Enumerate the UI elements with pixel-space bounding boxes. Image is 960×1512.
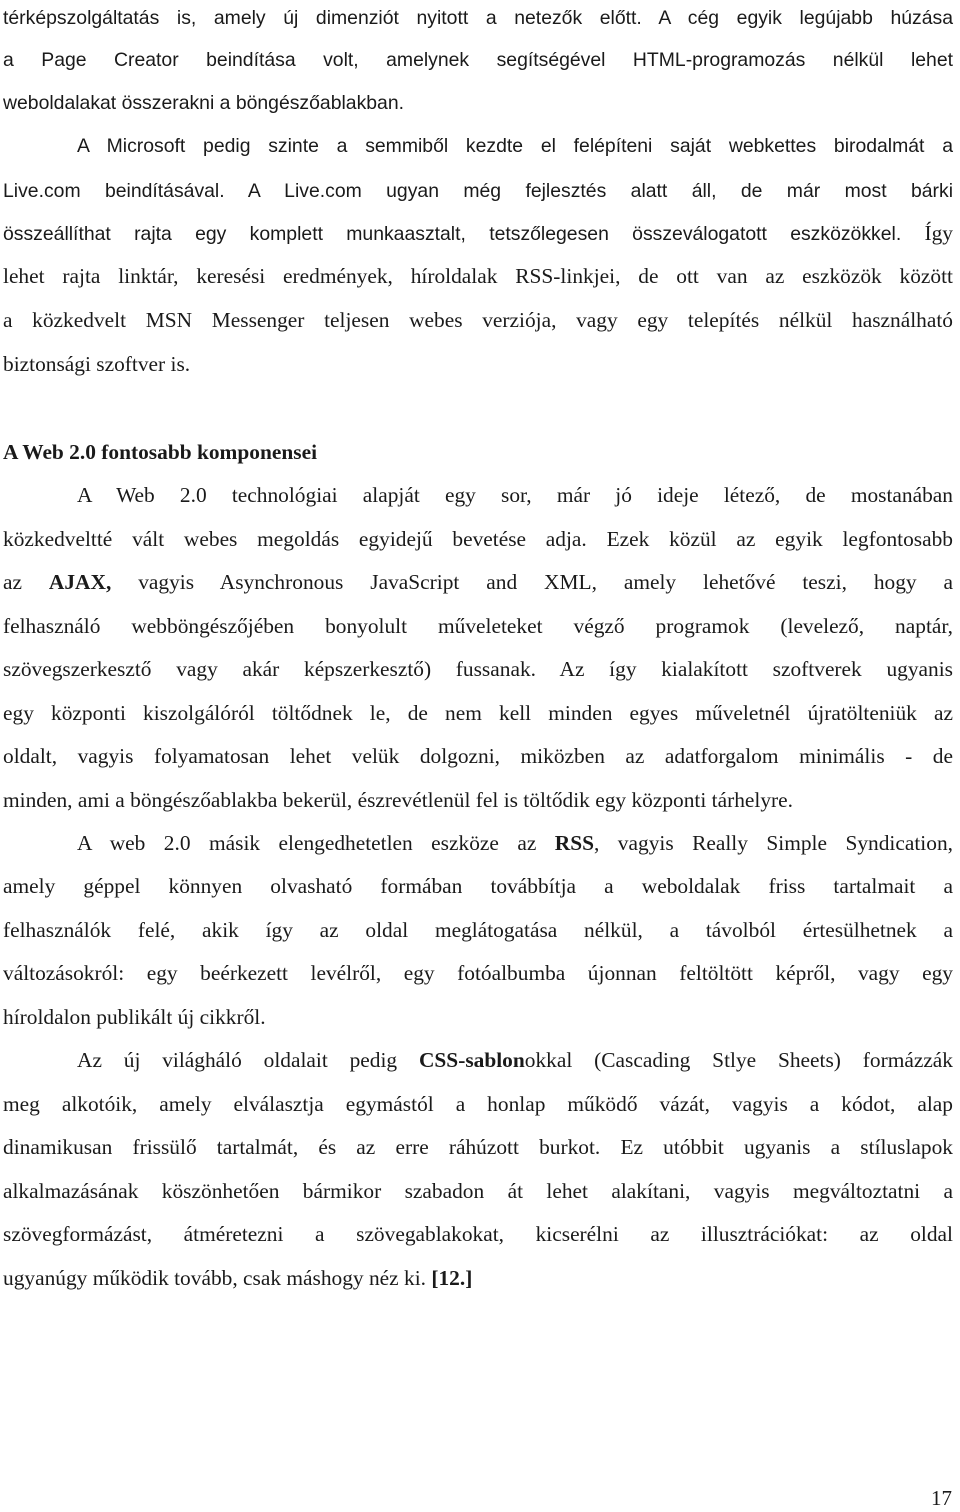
text-span: A web 2.0 másik elengedhetetlen eszköze az xyxy=(77,831,555,855)
paragraph-line xyxy=(3,829,953,857)
text-span: Ez utóbbit ugyanis a stíluslapok xyxy=(600,1135,953,1159)
paragraph-line: egy központi kiszolgálóról töltődnek le, de nem kell minden egyes műveletnél újratölteniük az xyxy=(3,701,953,725)
paragraph-line xyxy=(3,219,953,248)
paragraph-line: amely géppel könnyen olvasható formában továbbítja a weboldalak friss tartalmait a xyxy=(3,874,953,898)
paragraph-line xyxy=(3,525,953,553)
paragraph-line: minden, ami a böngészőablakba bekerül, észrevétlenül fel is töltődik egy központi tárhelyre. xyxy=(3,788,794,812)
paragraph-line: a Page Creator beindítása volt, amelynek segítségével HTML-programozás nélkül lehet xyxy=(3,49,953,71)
paragraph-line: felhasználó webböngészőjében bonyolult műveleteket végző programok (levelező, naptár, xyxy=(3,614,953,638)
paragraph-line: weboldalakat összerakni a böngészőablakban. xyxy=(3,92,405,114)
paragraph-line xyxy=(3,1133,953,1161)
text-span: Így xyxy=(901,221,953,245)
text-span: Az így kialakított szoftverek ugyanis xyxy=(536,657,953,681)
text-span: közkedveltté vált webes megoldás egyidejű bevetése adja. xyxy=(3,527,587,551)
text-span: A cég egyik legújabb húzása xyxy=(641,7,953,29)
text-span: , vagyis Really Simple Syndication, xyxy=(594,831,953,855)
css-term: CSS-sablon xyxy=(418,1048,525,1072)
paragraph-line xyxy=(3,1046,953,1074)
paragraph-line xyxy=(3,176,953,205)
text-span: Live.com beindításával. A Live. xyxy=(3,180,326,202)
paragraph-line: híroldalon publikált új cikkről. xyxy=(3,1005,266,1029)
text-span: ugyanúgy működik tovább, csak máshogy néz ki. xyxy=(3,1266,432,1290)
reference-marker: [12.] xyxy=(431,1266,473,1290)
text-span: dinamikusan frissülő tartalmát, és az erre ráhúzott burkot. xyxy=(3,1135,601,1159)
paragraph-line: szövegformázást, átméretezni a szövegablakokat, kicserélni az illusztrációkat: az oldal xyxy=(3,1222,953,1246)
text-span: com ugyan még fejlesztés alatt áll, de már most bárki xyxy=(325,180,953,202)
text-span: szövegszerkesztő vagy akár képszerkesztő) fussanak. xyxy=(3,657,536,681)
ajax-term: AJAX, xyxy=(48,570,112,594)
paragraph-line: változásokról: egy beérkezett levélről, egy fotóalbumba újonnan feltöltött képről, vagy egy xyxy=(3,961,953,985)
paragraph-line: biztonsági szoftver is. xyxy=(3,352,191,376)
rss-term: RSS xyxy=(554,831,595,855)
paragraph-line xyxy=(3,3,953,32)
paragraph-line xyxy=(3,568,953,596)
paragraph-line xyxy=(3,481,953,509)
section-heading: A Web 2.0 fontosabb komponensei xyxy=(3,440,318,464)
text-span: okkal (Cascading Stlye Sheets) formázzák xyxy=(524,1048,953,1072)
paragraph-line: a közkedvelt MSN Messenger teljesen webes verziója, vagy egy telepítés nélkül használható xyxy=(3,308,953,332)
paragraph-line: lehet rajta linktár, keresési eredmények, híroldalak RSS-linkjei, de ott van az eszközök között xyxy=(3,264,953,288)
paragraph-line: alkalmazásának köszönhetően bármikor szabadon át lehet alakítani, vagyis megváltoztatni a xyxy=(3,1179,953,1203)
text-span: A Web 2. xyxy=(77,483,196,507)
text-span: összeállíthat rajta egy komplett munkaasztalt, tetszőlegesen összeválogatott eszközökkel. xyxy=(3,223,902,245)
text-span: az xyxy=(3,570,49,594)
paragraph-line xyxy=(3,1264,953,1292)
text-span: Ezek közül az egyik legfontosabb xyxy=(586,527,953,551)
text-span: térképszolgáltatás is, amely új dimenziót nyitott a netezők előtt. xyxy=(3,7,642,29)
paragraph-line: oldalt, vagyis folyamatosan lehet velük dolgozni, miközben az adatforgalom minimális - de xyxy=(3,744,953,768)
paragraph-line: A Microsoft pedig szinte a semmiből kezdte el felépíteni saját webkettes birodalmát a xyxy=(77,135,953,157)
text-span: Az új világháló oldalait pedig xyxy=(77,1048,419,1072)
paragraph-line: felhasználók felé, akik így az oldal meglátogatása nélkül, a távolból értesülhetnek a xyxy=(3,918,953,942)
page-number: 17 xyxy=(931,1486,952,1510)
text-span: 0 technológiai alapját egy sor, már jó ideje létező, de mostanában xyxy=(195,483,953,507)
text-span: vagyis Asynchronous JavaScript and XML, amely lehetővé teszi, hogy a xyxy=(111,570,954,594)
paragraph-line: meg alkotóik, amely elválasztja egymástól a honlap működő vázát, vagyis a kódot, alap xyxy=(3,1092,953,1116)
paragraph-line xyxy=(3,655,953,683)
